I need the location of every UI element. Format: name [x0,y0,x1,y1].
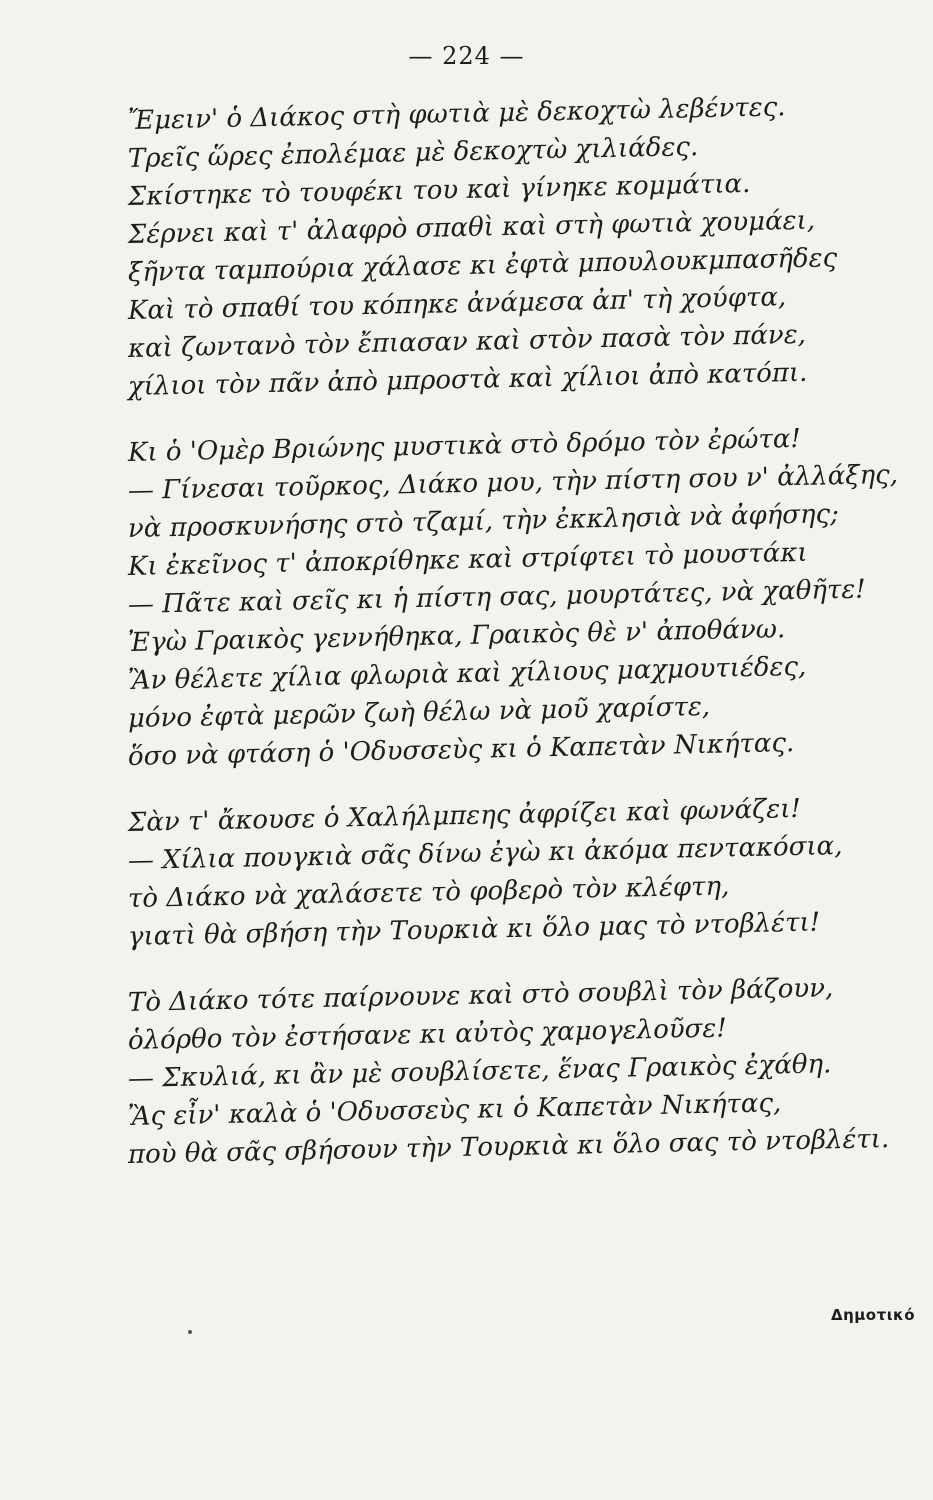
poem-line: χίλιοι τὸν πᾶν ἀπὸ μπροστὰ καὶ χίλιοι ἀπὸ κατόπι. [127,357,808,402]
poem-line: ξῆντα ταμπούρια χάλασε κι ἐφτὰ μπουλουκμπασῆδες [127,243,838,288]
stanza-2 [127,423,918,776]
poem-line: Κι ἐκεῖνος τ' ἀποκρίθηκε καὶ στρίφτει τὸ μουστάκι [127,537,808,582]
poem-source-signature: Δημοτικό [830,1306,915,1324]
poem-line: τὸ Διάκο νὰ χαλάσετε τὸ φοβερὸ τὸν κλέφτη, [127,871,730,914]
poem-line: Σέρνει καὶ τ' ἀλαφρὸ σπαθὶ καὶ στὴ φωτιὰ χουμάει, [127,205,816,250]
poem-line: Ἂς εἶν' καλὰ ὁ 'Οδυσσεὺς κι ὁ Καπετὰν Νικήτας, [127,1088,782,1132]
page-number: — 224 — [408,42,525,70]
stanza-3 [127,793,918,956]
poem-line: μόνο ἐφτὰ μερῶν ζωὴ θέλω νὰ μοῦ χαρίστε, [127,691,711,734]
poem-line: — Χίλια πουγκιὰ σᾶς δίνω ἐγὼ κι ἀκόμα πεντακόσια, [127,831,843,876]
poem-line: ὁλόρθο τὸν ἐστήσανε κι αὐτὸς χαμογελοῦσε! [127,1013,728,1056]
poem-line: — Σκυλιά, κι ἂν μὲ σουβλίσετε, ἕνας Γραικὸς ἐχάθη. [127,1049,832,1094]
poem-line: Σὰν τ' ἄκουσε ὁ Χαλήλμπεης ἀφρίζει καὶ φωνάζει! [127,793,802,838]
stanza-1 [127,92,918,406]
poem-line: Ἐγὼ Γραικὸς γεννήθηκα, Γραικὸς θὲ ν' ἀποθάνω. [127,614,786,658]
poem-line: καὶ ζωντανὸ τὸν ἔπιασαν καὶ στὸν πασὰ τὸν πάνε, [127,319,807,364]
poem-line: Κι ὁ 'Ομὲρ Βριώνης μυστικὰ στὸ δρόμο τὸν ἐρώτα! [127,423,802,468]
poem-line: Τὸ Διάκο τότε παίρνουνε καὶ στὸ σουβλὶ τὸν βάζουν, [127,973,834,1018]
stanza-4 [127,973,918,1174]
ink-dot [188,1330,192,1334]
poem-line: γιατὶ θὰ σβήση τὴν Τουρκιὰ κι ὅλο μας τὸ ντοβλέτι! [127,907,821,952]
poem-line: Σκίστηκε τὸ τουφέκι του καὶ γίνηκε κομμάτια. [127,168,751,212]
poem-line: Τρεῖς ὥρες ἐπολέμαε μὲ δεκοχτὼ χιλιάδες. [127,132,699,174]
poem-line: — Πᾶτε καὶ σεῖς κι ἡ πίστη σας, μουρτάτες, νὰ χαθῆτε! [127,574,867,620]
poem-line: νὰ προσκυνήσης στὸ τζαμί, τὴν ἐκκλησιὰ νὰ ἀφήσης; [127,499,840,544]
poem-line: ποὺ θὰ σᾶς σβήσουν τὴν Τουρκιὰ κι ὅλο σας τὸ ντοβλέτι. [127,1124,890,1170]
poem-line: Ἔμειν' ὁ Διάκος στὴ φωτιὰ μὲ δεκοχτὼ λεβέντες. [127,92,786,136]
poem-line: — Γίνεσαι τοῦρκος, Διάκο μου, τὴν πίστη σου ν' ἀλλάξης, [127,459,899,506]
poem [127,92,918,1202]
poem-line: ὅσο νὰ φτάση ὁ 'Οδυσσεὺς κι ὁ Καπετὰν Νικήτας. [127,728,795,772]
poem-line: Καὶ τὸ σπαθί του κόπηκε ἀνάμεσα ἀπ' τὴ χούφτα, [127,282,787,326]
poem-line: Ἂν θέλετε χίλια φλωριὰ καὶ χίλιους μαχμουτιέδες, [127,651,807,696]
